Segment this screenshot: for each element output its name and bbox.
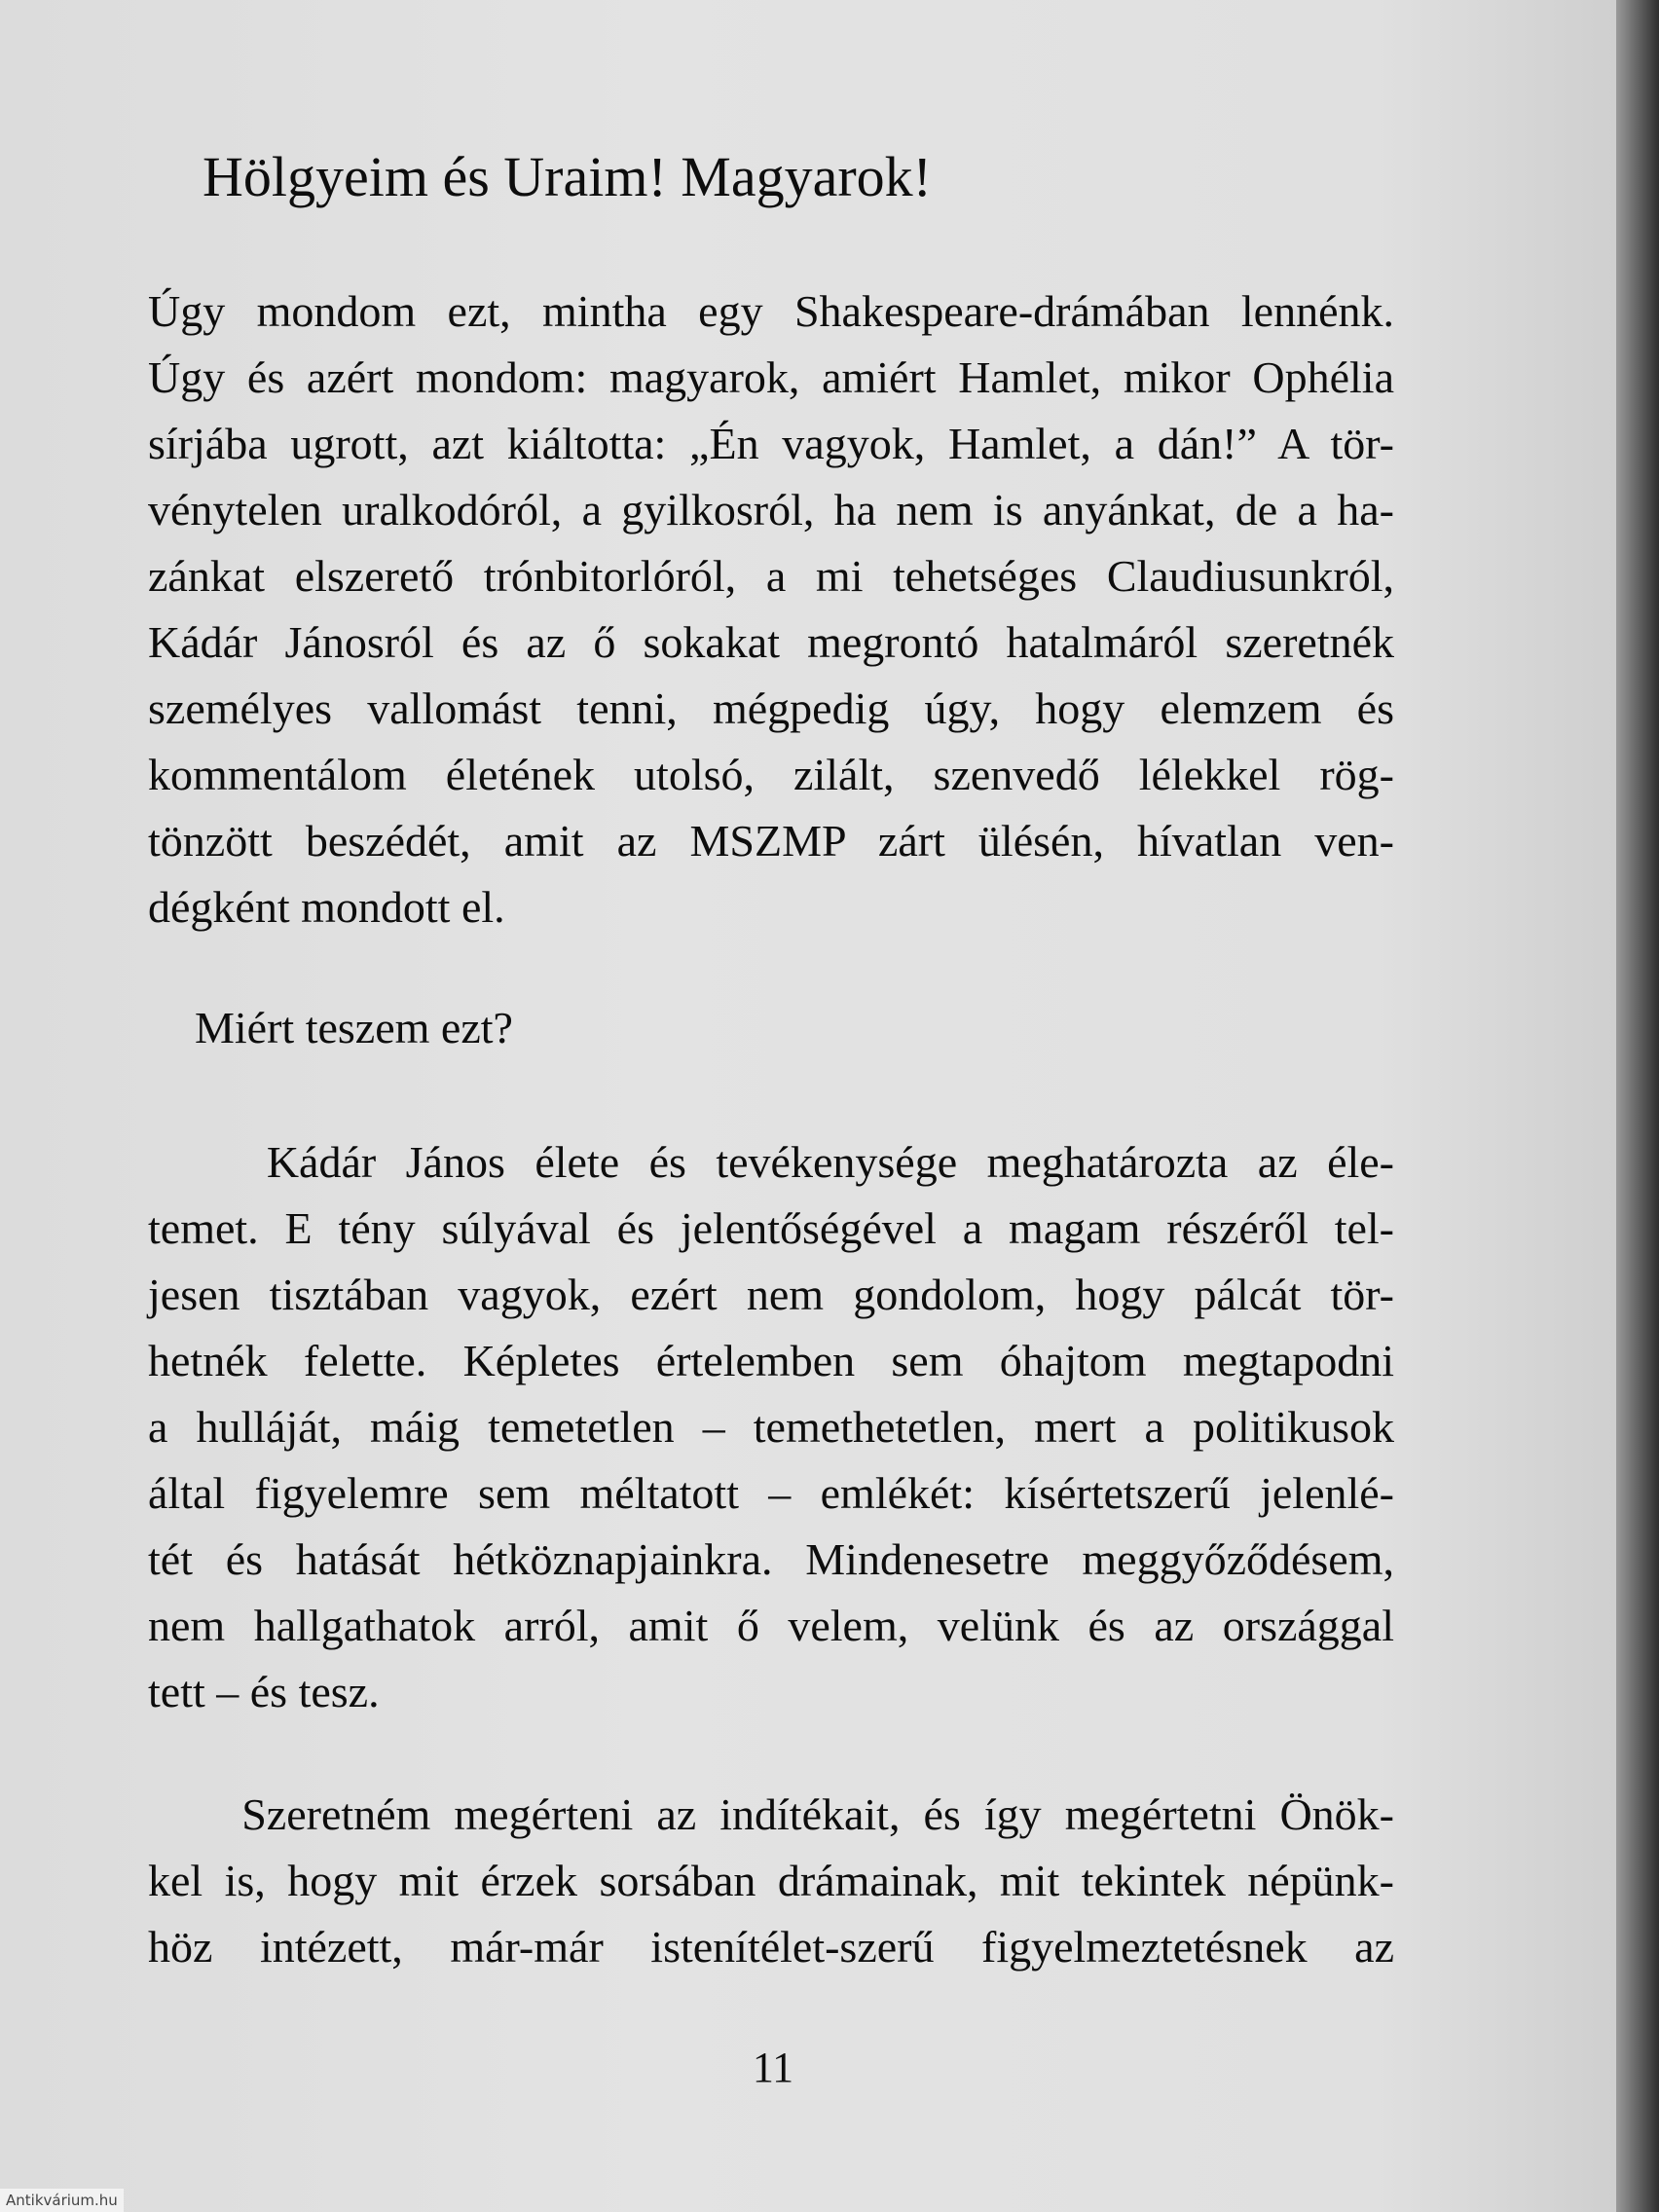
text-line: Úgy és azért mondom: magyarok, amiért Hamlet, mikor Ophélia xyxy=(148,352,1394,402)
paragraph-4 xyxy=(148,1782,1394,1980)
text-line: Szeretném megérteni az indítékait, és így megértetni Önök- xyxy=(148,1789,1394,1839)
text-line: Úgy mondom ezt, mintha egy Shakespeare-drámában lennénk. xyxy=(148,286,1394,336)
text-line: kommentálom életének utolsó, zilált, szenvedő lélekkel rög- xyxy=(148,750,1394,799)
paragraph-3 xyxy=(148,1129,1394,1725)
text-line: nem hallgathatok arról, amit ő velem, velünk és az országgal xyxy=(148,1601,1394,1650)
text-line: Miért teszem ezt? xyxy=(195,1003,513,1052)
text-line: temet. E tény súlyával és jelentőségével a magam részéről tel- xyxy=(148,1203,1394,1253)
text-line: tönzött beszédét, amit az MSZMP zárt ülésén, hívatlan ven- xyxy=(148,816,1394,866)
text-line: a hulláját, máig temetetlen – temethetetlen, mert a politikusok xyxy=(148,1402,1394,1452)
text-line: hetnék felette. Képletes értelemben sem óhajtom megtapodni xyxy=(148,1336,1394,1385)
text-line: kel is, hogy mit érzek sorsában drámainak, mit tekintek népünk- xyxy=(148,1856,1394,1905)
paragraph-1 xyxy=(148,278,1394,940)
text-line: Kádár Jánosról és az ő sokakat megrontó hatalmáról szeretnék xyxy=(148,617,1394,667)
watermark: Antikvárium.hu xyxy=(0,2189,124,2212)
page-number: 11 xyxy=(752,2044,794,2091)
text-line: által figyelemre sem méltatott – emlékét: kísértetszerű jelenlé- xyxy=(148,1468,1394,1518)
text-line: Kádár János élete és tevékenysége meghatározta az éle- xyxy=(148,1137,1394,1187)
book-spine-shadow xyxy=(1616,0,1659,2212)
text-line: zánkat elszerető trónbitorlóról, a mi tehetséges Claudiusunkról, xyxy=(148,551,1394,601)
show-through-text xyxy=(146,0,1392,64)
page-heading: Hölgyeim és Uraim! Magyarok! xyxy=(203,145,932,208)
text-line: tett – és tesz. xyxy=(148,1667,380,1716)
text-line: tét és hatását hétköznapjainkra. Mindenesetre meggyőződésem, xyxy=(148,1534,1394,1584)
text-line: dégként mondott el. xyxy=(148,882,505,932)
text-line: személyes vallomást tenni, mégpedig úgy, hogy elemzem és xyxy=(148,683,1394,733)
text-line: vénytelen uralkodóról, a gyilkosról, ha nem is anyánkat, de a ha- xyxy=(148,485,1394,535)
text-line: höz intézett, már-már istenítélet-szerű figyelmeztetésnek az xyxy=(148,1922,1394,1972)
text-line: jesen tisztában vagyok, ezért nem gondolom, hogy pálcát tör- xyxy=(148,1270,1394,1319)
text-line: sírjába ugrott, azt kiáltotta: „Én vagyok, Hamlet, a dán!” A tör- xyxy=(148,419,1394,468)
paragraph-2 xyxy=(195,995,1441,1061)
